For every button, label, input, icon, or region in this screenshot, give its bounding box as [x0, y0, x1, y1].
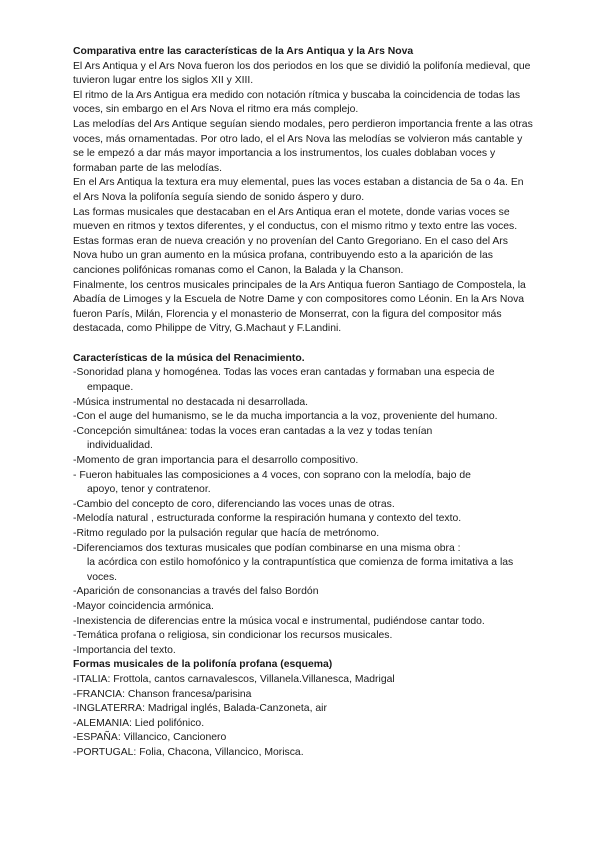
section1-paragraph: Las formas musicales que destacaban en el Ars Antiqua eran el motete, donde varias voces se mueven en ritmos y textos diferentes, y el conductus, con el mismo ritmo y texto entre las voces. Estas formas eran de nueva creación y no provenían del Canto Gregoriano. En el caso del Ars Nova hubo un gran aumento en la música profana, contribuyendo esto a la aparición de las canciones polifónicas romanas como el Canon, la Balada y la Chanson.	[73, 206, 518, 276]
list-item-text: -Concepción simultánea: todas la voces eran cantadas a la vez y todas tenían	[73, 425, 433, 437]
list-item-text: -Música instrumental no destacada ni desarrollada.	[73, 396, 309, 408]
list-item: -ESPAÑA: Villancico, Cancionero	[73, 732, 227, 744]
renaissance-characteristics-list	[73, 366, 533, 658]
section1-paragraph: En el Ars Antiqua la textura era muy elemental, pues las voces estaban a distancia de 5a o 4a. En el Ars Nova la polifonía seguía siendo de sonido áspero y duro.	[73, 177, 524, 203]
list-item	[73, 366, 533, 395]
list-item-text: -Importancia del texto.	[73, 644, 176, 656]
list-item-text: -Aparición de consonancias a través del falso Bordón	[73, 586, 319, 598]
list-item	[73, 425, 533, 454]
list-item-text: -Melodía natural , estructurada conforme la respiración humana y contexto del texto.	[73, 513, 462, 525]
list-item	[73, 585, 533, 600]
document-page	[73, 45, 533, 761]
list-item-text: -Diferenciamos dos texturas musicales que podían combinarse en una misma obra :	[73, 542, 461, 554]
list-item	[73, 469, 533, 498]
list-item	[73, 512, 533, 527]
section1-paragraph: Finalmente, los centros musicales principales de la Ars Antiqua fueron Santiago de Compostela, la Abadía de Limoges y la Escuela de Notre Dame y con compositores como Léonin. En la Ars Nova fueron París, Milán, Florencia y el monasterio de Monserrat, con la figura del compositor más destacada, como Philippe de Vitry, G.Machaut y F.Landini.	[73, 279, 526, 335]
list-item	[73, 498, 533, 513]
list-item: -FRANCIA: Chanson francesa/parisina	[73, 688, 252, 700]
list-item	[73, 454, 533, 469]
list-item-continuation: empaque.	[87, 382, 134, 394]
list-item-continuation: individualidad.	[87, 440, 153, 452]
list-item-continuation: apoyo, tenor y contratenor.	[87, 484, 211, 496]
list-item: -INGLATERRA: Madrigal inglés, Balada-Canzoneta, air	[73, 703, 327, 715]
list-item	[73, 542, 533, 586]
section3-title: Formas musicales de la polifonía profana (esquema)	[73, 659, 333, 671]
section1-paragraph: El ritmo de la Ars Antigua era medido con notación rítmica y buscaba la coincidencia de todas las voces, sin embargo en el Ars Nova el ritmo era más complejo.	[73, 89, 521, 116]
list-item	[73, 410, 533, 425]
list-item	[73, 600, 533, 615]
list-item: -PORTUGAL: Folia, Chacona, Villancico, Morisca.	[73, 746, 304, 758]
section1-paragraph: Las melodías del Ars Antique seguían siendo modales, pero perdieron importancia frente a las otras voces, más ornamentadas. Por otro lado, el el Ars Nova las melodías se volvieron más cantable y se le empezó a dar más mayor importancia a los instrumentos, los cuales doblaban voces y formaban parte de las melodías.	[73, 118, 533, 174]
list-item-text: -Inexistencia de diferencias entre la música vocal e instrumental, pudiéndose cantar todo.	[73, 615, 485, 627]
list-item	[73, 615, 533, 630]
list-item-continuation: la acórdica con estilo homofónico y la contrapuntística que comienza de forma imitativa a las voces.	[87, 557, 514, 583]
section1-paragraph: El Ars Antiqua y el Ars Nova fueron los dos periodos en los que se dividió la polifonía medieval, que tuvieron lugar entre los siglos XII y XIII.	[73, 60, 531, 87]
section1-title: Comparativa entre las características de la Ars Antiqua y la Ars Nova	[73, 46, 414, 57]
list-item	[73, 396, 533, 411]
list-item-text: -Con el auge del humanismo, se le da mucha importancia a la voz, proveniente del humano.	[73, 411, 498, 423]
list-item-text: -Ritmo regulado por la pulsación regular que hacía de metrónomo.	[73, 528, 380, 539]
list-item	[73, 527, 533, 542]
list-item-text: - Fueron habituales las composiciones a 4 voces, con soprano con la melodía, bajo de	[73, 469, 471, 481]
section2-title: Características de la música del Renacimiento.	[73, 352, 305, 364]
list-item: -ITALIA: Frottola, cantos carnavalescos, Villanela.Villanesca, Madrigal	[73, 673, 395, 685]
list-item-text: -Temática profana o religiosa, sin condicionar los recursos musicales.	[73, 630, 393, 642]
profane-polyphony-forms-list	[73, 673, 533, 761]
list-item: -ALEMANIA: Lied polifónico.	[73, 717, 205, 729]
list-item	[73, 644, 533, 659]
list-item	[73, 629, 533, 644]
list-item-text: -Momento de gran importancia para el desarrollo compositivo.	[73, 455, 359, 467]
list-item-text: -Sonoridad plana y homogénea. Todas las voces eran cantadas y formaban una especia de	[73, 367, 495, 379]
list-item-text: -Cambio del concepto de coro, diferenciando las voces unas de otras.	[73, 498, 395, 510]
list-item-text: -Mayor coincidencia armónica.	[73, 600, 214, 612]
